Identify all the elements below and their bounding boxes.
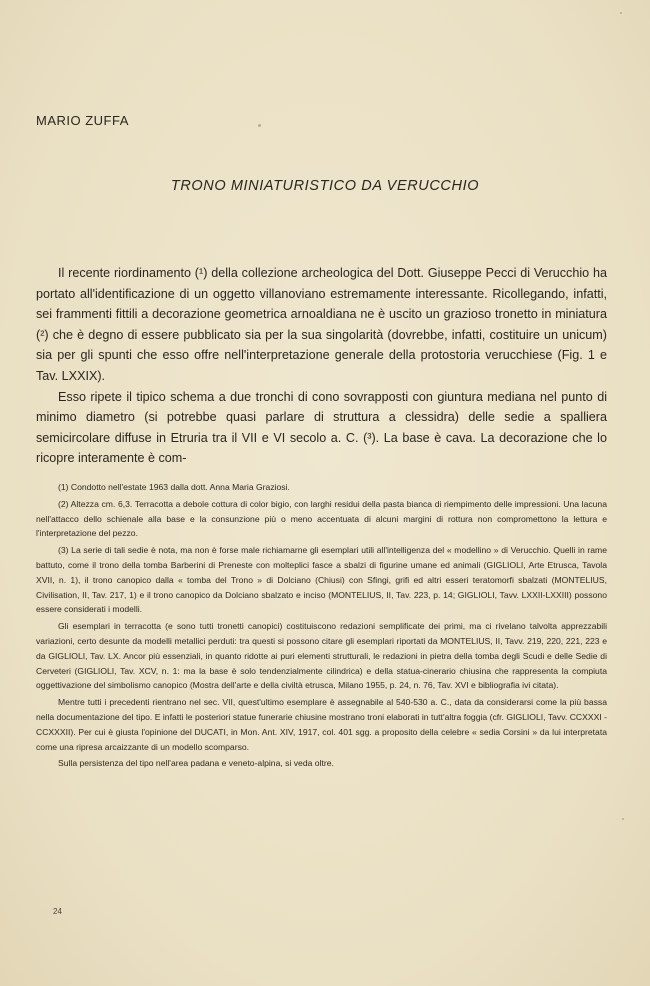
author-name: MARIO ZUFFA [36,113,129,128]
footnote: (2) Altezza cm. 6,3. Terracotta a debole cottura di color bigio, con larghi residui della pasta bianca di riempimento delle impressioni. Una lacuna nell'attacco dello schienale alla base e la consunzione più o meno accentuata di alcuni margini di rottura non compromettono la lettura e l'interpretazione del pezzo. [36,498,607,539]
footnote: Mentre tutti i precedenti rientrano nel sec. VII, quest'ultimo esemplare è assegnabile al 540-530 a. C., data da considerarsi come la più bassa nella documentazione del tipo. E infatti le posteriori statue funerarie chiusine mostrano troni elaborati in tutt'altra foggia (cfr. GIGLIOLI, Tavv. CCXXXI - CCXXXII). Per cui è giusta l'opinione del DUCATI, in Mon. Ant. XIV, 1917, col. 401 sgg. a proposito della celebre « sedia Corsini » da lui interpretata come una ripresa arcaizzante di un modello scomparso. [36,697,607,752]
footnote: Sulla persistenza del tipo nell'area padana e veneto-alpina, si veda oltre. [58,758,334,769]
footnote: Gli esemplari in terracotta (e sono tutti tronetti canopici) costituiscono redazioni semplificate dei primi, ma ci rivelano talvolta apprezzabili variazioni, certo desunte da modelli metallici perduti: tra questi si possono citare gli esemplari riportati da MONTELIUS, II, Tavv. 219, 220, 221, 223 e da GIGLIOLI, Tav. LX. Ancor più essenziali, in quanto ridotte ai puri elementi strutturali, le redazioni in pietra della tomba degli Scudi e delle Sedie di Cerveteri (GIGLIOLI, Tav. XCV, n. 1: ma la base è solo tendenzialmente cilindrica) e della statua-cinerario chiusina che rappresenta la compiuta oggettivazione del simbolismo canopico (Mostra dell'arte e della civiltà etrusca, Milano 1955, p. 24, n. 76, Tav. XVI e bibliografia ivi citata). [36,621,607,691]
footnote: (1) Condotto nell'estate 1963 dalla dott. Anna Maria Graziosi. [58,482,290,492]
paper-speck [620,12,622,14]
page-number: 24 [53,907,62,916]
body-paragraph: Esso ripete il tipico schema a due tronchi di cono sovrapposti con giuntura mediana nel punto di minimo diametro (si potrebbe quasi parlare di struttura a clessidra) delle sedie a spalliera semicircolare diffuse in Etruria tra il VII e VI secolo a. C. (³). La base è cava. La decorazione che lo ricopre interamente è com- [36,389,607,466]
paper-speck [622,818,624,820]
paper-speck [258,124,261,127]
footnote: (3) La serie di tali sedie è nota, ma non è forse male richiamarne gli esemplari utili all'intelligenza del « modellino » di Verucchio. Quelli in rame battuto, come il trono della tomba Barberini di Preneste con molteplici fasce a sbalzi di figurine umane ed animali (GIGLIOLI, Arte Etrusca, Tavola XVII, n. 1), il trono canopico dalla « tomba del Trono » di Dolciano (Chiusi) con Sfingi, grifi ed altri esseri teratomorfi sbalzati (MONTELIUS, Civilisation, II, Tav. 217, 1) e il trono canopico da Dolciano sbalzato e inciso (MONTELIUS, II, Tav. 223, p. 14; GIGLIOLI, Tavv. LXXII-LXXIII) possono essere considerati i modelli. [36,545,607,615]
footnotes [36,480,607,773]
body-paragraph: Il recente riordinamento (¹) della collezione archeologica del Dott. Giuseppe Pecci di Verucchio ha portato all'identificazione di un oggetto villanoviano estremamente interessante. Ricollegando, infatti, sei frammenti fittili a decorazione geometrica arnoaldiana ne è uscito un grazioso tronetto in miniatura (²) che è degno di essere pubblicato sia per la sua singolarità (dovrebbe, infatti, costituire un unicum) sia per gli spunti che esso offre nell'interpretazione generale della protostoria verucchiese (Fig. 1 e Tav. LXXIX). [36,266,607,383]
article-title: TRONO MINIATURISTICO DA VERUCCHIO [170,178,480,194]
body-text [36,263,607,469]
